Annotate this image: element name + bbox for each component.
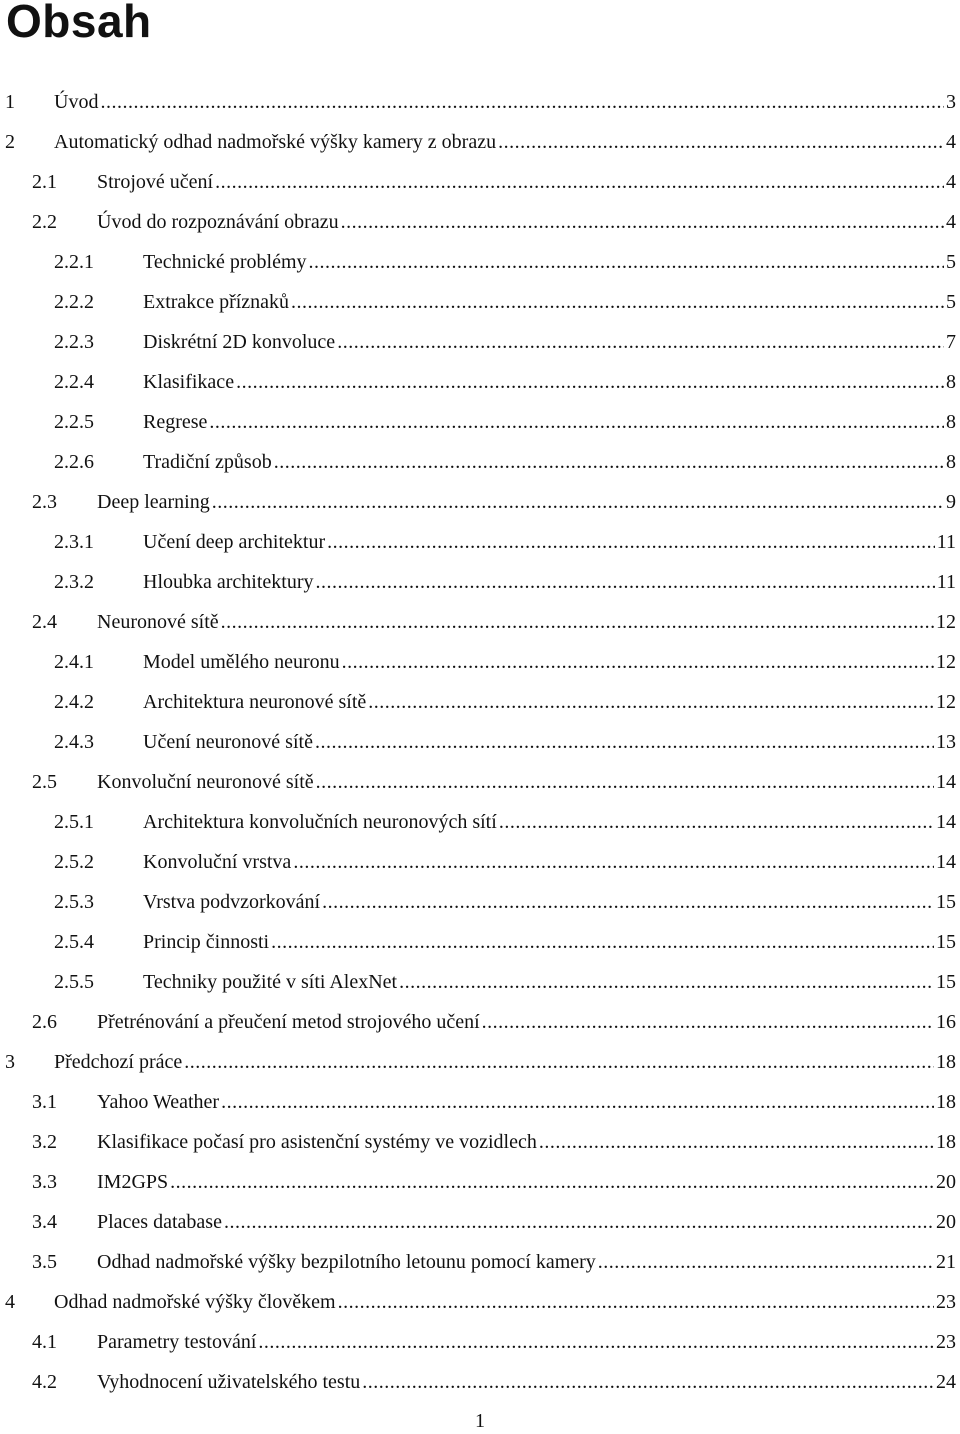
toc-entry-label: Klasifikace — [143, 370, 235, 393]
dot-leader — [221, 611, 934, 634]
toc-entry-page: 14 — [936, 810, 956, 833]
toc-entry-number: 2.2.4 — [54, 370, 94, 393]
dot-leader — [342, 651, 934, 674]
dot-leader — [258, 1331, 934, 1354]
dot-leader — [316, 771, 934, 794]
toc-entry-number: 2.2 — [32, 210, 57, 233]
toc-entry-number: 2.5.3 — [54, 890, 94, 913]
toc-entry-number: 4.2 — [32, 1370, 57, 1393]
toc-entry-page: 11 — [936, 570, 956, 593]
toc-entry-line — [143, 251, 956, 274]
dot-leader — [293, 851, 934, 874]
toc-entry[interactable] — [0, 482, 960, 522]
toc-entry-line — [143, 811, 956, 834]
toc-entry-line — [97, 1011, 956, 1034]
toc-entry-line — [97, 1171, 956, 1194]
toc-entry[interactable] — [0, 642, 960, 682]
dot-leader — [236, 371, 944, 394]
toc-entry[interactable] — [0, 202, 960, 242]
dot-leader — [341, 211, 944, 234]
dot-leader — [309, 251, 944, 274]
dot-leader — [271, 931, 934, 954]
toc-entry-line — [143, 531, 956, 554]
toc-entry[interactable] — [0, 282, 960, 322]
toc-entry-line — [97, 171, 956, 194]
dot-leader — [221, 1091, 934, 1114]
toc-entry-label: Konvoluční vrstva — [143, 850, 292, 873]
toc-entry-line — [97, 1251, 956, 1274]
toc-entry-page: 4 — [946, 130, 956, 153]
toc-entry-number: 3.2 — [32, 1130, 57, 1153]
toc-entry-number: 2.5.5 — [54, 970, 94, 993]
toc-entry[interactable] — [0, 1042, 960, 1082]
toc-entry-number: 2.1 — [32, 170, 57, 193]
toc-entry-label: Vyhodnocení uživatelského testu — [97, 1370, 361, 1393]
toc-entry[interactable] — [0, 682, 960, 722]
toc-entry-line — [97, 1091, 956, 1114]
dot-leader — [598, 1251, 934, 1274]
toc-entry-label: Parametry testování — [97, 1330, 257, 1353]
dot-leader — [337, 331, 944, 354]
toc-entry-line — [143, 851, 956, 874]
toc-entry-page: 8 — [946, 370, 956, 393]
dot-leader — [539, 1131, 934, 1154]
toc-entry[interactable] — [0, 1242, 960, 1282]
toc-entry-number: 2 — [5, 130, 15, 153]
toc-entry-page: 24 — [936, 1370, 956, 1393]
page-number: 1 — [475, 1410, 485, 1432]
toc-entry-label: Techniky použité v síti AlexNet — [143, 970, 398, 993]
toc-entry-page: 20 — [936, 1210, 956, 1233]
toc-entry-line — [143, 371, 956, 394]
toc-entry[interactable] — [0, 882, 960, 922]
toc-entry-number: 4.1 — [32, 1330, 57, 1353]
toc-entry-page: 18 — [936, 1090, 956, 1113]
dot-leader — [170, 1171, 934, 1194]
toc-entry-page: 12 — [936, 650, 956, 673]
toc-entry[interactable] — [0, 122, 960, 162]
dot-leader — [274, 451, 944, 474]
toc-entry-label: Neuronové sítě — [97, 610, 219, 633]
dot-leader — [184, 1051, 934, 1074]
toc-entry-number: 2.5.2 — [54, 850, 94, 873]
toc-entry-label: Hloubka architektury — [143, 570, 314, 593]
toc-entry-label: Učení deep architektur — [143, 530, 326, 553]
toc-entry-label: Úvod do rozpoznávání obrazu — [97, 210, 339, 233]
toc-entry-page: 14 — [936, 850, 956, 873]
toc-entry-label: Přetrénování a přeučení metod strojového učení — [97, 1010, 480, 1033]
toc-entry[interactable] — [0, 242, 960, 282]
toc-entry-page: 15 — [936, 930, 956, 953]
toc-entry-label: Konvoluční neuronové sítě — [97, 770, 314, 793]
toc-entry-page: 7 — [946, 330, 956, 353]
toc-entry-number: 2.3.1 — [54, 530, 94, 553]
toc-entry-label: Model umělého neuronu — [143, 650, 340, 673]
toc-entry-page: 23 — [936, 1290, 956, 1313]
toc-entry-label: Regrese — [143, 410, 208, 433]
toc-entry-line — [143, 411, 956, 434]
toc-entry[interactable] — [0, 722, 960, 762]
toc-entry-page: 9 — [946, 490, 956, 513]
dot-leader — [368, 691, 934, 714]
toc-entry[interactable] — [0, 1282, 960, 1322]
toc-entry-line — [97, 1331, 956, 1354]
dot-leader — [322, 891, 934, 914]
dot-leader — [315, 731, 934, 754]
toc-entry-label: Odhad nadmořské výšky bezpilotního letounu pomocí kamery — [97, 1250, 596, 1273]
toc-entry-page: 21 — [936, 1250, 956, 1273]
toc-entry-label: Yahoo Weather — [97, 1090, 220, 1113]
toc-entry-number: 2.6 — [32, 1010, 57, 1033]
toc-entry[interactable] — [0, 1122, 960, 1162]
toc-entry-page: 20 — [936, 1170, 956, 1193]
toc-entry-line — [97, 611, 956, 634]
toc-entry-label: Extrakce příznaků — [143, 290, 290, 313]
toc-entry-label: Odhad nadmořské výšky člověkem — [54, 1290, 336, 1313]
toc-entry-line — [97, 1211, 956, 1234]
toc-entry[interactable] — [0, 562, 960, 602]
toc-entry[interactable] — [0, 1362, 960, 1402]
toc-entry-number: 2.4 — [32, 610, 57, 633]
toc-entry[interactable] — [0, 322, 960, 362]
toc-entry[interactable] — [0, 802, 960, 842]
toc-entry-line — [143, 291, 956, 314]
toc-entry-page: 15 — [936, 970, 956, 993]
toc-entry-line — [97, 1371, 956, 1394]
dot-leader — [338, 1291, 934, 1314]
toc-entry-label: Klasifikace počasí pro asistenční systémy ve vozidlech — [97, 1130, 537, 1153]
toc-entry-number: 2.5.1 — [54, 810, 94, 833]
toc-entry-page: 15 — [936, 890, 956, 913]
toc-entry-page: 23 — [936, 1330, 956, 1353]
toc-entry-number: 2.3 — [32, 490, 57, 513]
toc-entry-page: 3 — [946, 90, 956, 113]
toc-entry-label: IM2GPS — [97, 1170, 169, 1193]
dot-leader — [212, 491, 944, 514]
toc-entry-number: 3.4 — [32, 1210, 57, 1233]
dot-leader — [224, 1211, 934, 1234]
toc-entry[interactable] — [0, 362, 960, 402]
toc-entry-page: 5 — [946, 290, 956, 313]
toc-entry-number: 2.2.2 — [54, 290, 94, 313]
toc-entry[interactable] — [0, 1162, 960, 1202]
toc-entry-number: 2.5.4 — [54, 930, 94, 953]
toc-entry-page: 18 — [936, 1130, 956, 1153]
toc-entry-line — [143, 931, 956, 954]
toc-entry-number: 2.5 — [32, 770, 57, 793]
dot-leader — [399, 971, 934, 994]
toc-entry-line — [54, 131, 956, 154]
toc-entry[interactable] — [0, 402, 960, 442]
toc-entry-label: Architektura konvolučních neuronových sítí — [143, 810, 497, 833]
toc-entry-line — [143, 891, 956, 914]
toc-entry-page: 12 — [936, 610, 956, 633]
toc-entry-page: 14 — [936, 770, 956, 793]
toc-entry-line — [97, 211, 956, 234]
toc-entry-number: 2.4.2 — [54, 690, 94, 713]
toc-entry[interactable] — [0, 1202, 960, 1242]
toc-entry-label: Předchozí práce — [54, 1050, 183, 1073]
toc-entry-line — [97, 1131, 956, 1154]
toc-entry-line — [54, 91, 956, 114]
toc-entry-label: Architektura neuronové sítě — [143, 690, 367, 713]
toc-entry-number: 3.3 — [32, 1170, 57, 1193]
toc-entry-page: 8 — [946, 410, 956, 433]
toc-entry[interactable] — [0, 162, 960, 202]
toc-entry-label: Diskrétní 2D konvoluce — [143, 330, 336, 353]
toc-entry-page: 11 — [936, 530, 956, 553]
toc-entry-label: Deep learning — [97, 490, 210, 513]
toc-entry[interactable] — [0, 82, 960, 122]
toc-entry-page: 18 — [936, 1050, 956, 1073]
dot-leader — [498, 131, 944, 154]
toc-entry-number: 2.2.1 — [54, 250, 94, 273]
dot-leader — [327, 531, 935, 554]
toc-entry[interactable] — [0, 922, 960, 962]
toc-entry-line — [97, 771, 956, 794]
toc-entry-page: 4 — [946, 170, 956, 193]
toc-entry-line — [143, 451, 956, 474]
toc-entry[interactable] — [0, 962, 960, 1002]
toc-entry-page: 13 — [936, 730, 956, 753]
dot-leader — [482, 1011, 934, 1034]
toc-entry-label: Tradiční způsob — [143, 450, 272, 473]
toc-entry[interactable] — [0, 762, 960, 802]
toc-entry-number: 4 — [5, 1290, 15, 1313]
toc-entry-number: 1 — [5, 90, 15, 113]
toc-entry-label: Vrstva podvzorkování — [143, 890, 321, 913]
toc-entry-label: Technické problémy — [143, 250, 307, 273]
toc-entry-number: 3.1 — [32, 1090, 57, 1113]
toc-entry-line — [54, 1291, 956, 1314]
dot-leader — [362, 1371, 934, 1394]
toc-entry-line — [97, 491, 956, 514]
toc-entry-line — [143, 971, 956, 994]
toc-entry-line — [143, 651, 956, 674]
toc-entry-number: 2.3.2 — [54, 570, 94, 593]
toc-entry-number: 3 — [5, 1050, 15, 1073]
toc-entry-label: Princip činnosti — [143, 930, 270, 953]
toc-entry-page: 5 — [946, 250, 956, 273]
dot-leader — [100, 91, 944, 114]
dot-leader — [316, 571, 935, 594]
toc-entry-label: Strojové učení — [97, 170, 214, 193]
toc-entry-label: Úvod — [54, 90, 99, 113]
toc-entry-number: 2.2.3 — [54, 330, 94, 353]
toc-entry-label: Automatický odhad nadmořské výšky kamery z obrazu — [54, 130, 497, 153]
toc-entry-page: 8 — [946, 450, 956, 473]
toc-entry-number: 2.2.6 — [54, 450, 94, 473]
table-of-contents — [0, 82, 960, 1402]
dot-leader — [499, 811, 934, 834]
toc-entry-number: 2.4.1 — [54, 650, 94, 673]
toc-entry[interactable] — [0, 442, 960, 482]
toc-entry-line — [143, 731, 956, 754]
toc-entry-line — [54, 1051, 956, 1074]
toc-entry-number: 2.4.3 — [54, 730, 94, 753]
toc-entry-page: 12 — [936, 690, 956, 713]
toc-entry-label: Places database — [97, 1210, 222, 1233]
toc-entry-page: 16 — [936, 1010, 956, 1033]
toc-entry-line — [143, 691, 956, 714]
toc-entry[interactable] — [0, 842, 960, 882]
toc-entry[interactable] — [0, 602, 960, 642]
toc-entry[interactable] — [0, 1002, 960, 1042]
toc-entry-line — [143, 331, 956, 354]
dot-leader — [291, 291, 944, 314]
dot-leader — [209, 411, 944, 434]
toc-entry-number: 2.2.5 — [54, 410, 94, 433]
toc-entry-page: 4 — [946, 210, 956, 233]
toc-entry-label: Učení neuronové sítě — [143, 730, 313, 753]
toc-entry-line — [143, 571, 956, 594]
toc-entry-number: 3.5 — [32, 1250, 57, 1273]
page-title: Obsah — [6, 0, 152, 47]
toc-entry[interactable] — [0, 1082, 960, 1122]
toc-entry[interactable] — [0, 522, 960, 562]
dot-leader — [215, 171, 944, 194]
toc-entry[interactable] — [0, 1322, 960, 1362]
